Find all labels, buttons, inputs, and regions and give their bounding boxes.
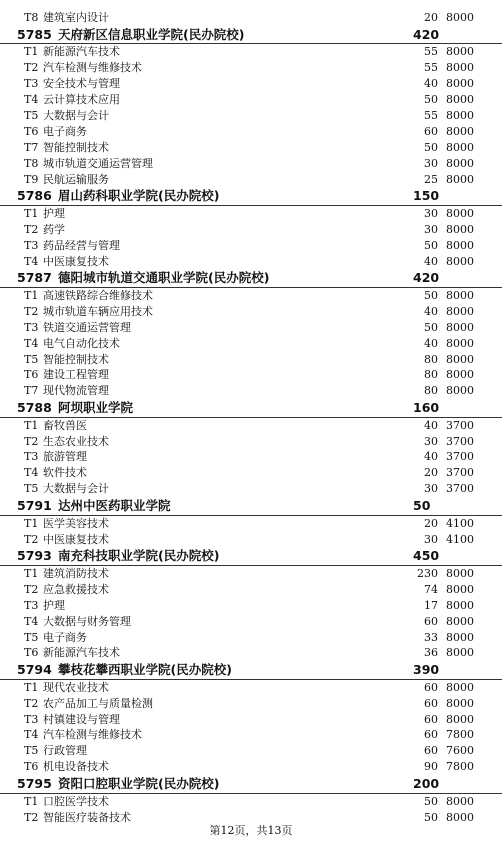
major-name: 新能源汽车技术 <box>43 646 120 660</box>
major-name: 铁道交通运营管理 <box>43 320 131 334</box>
school-header <box>0 187 502 206</box>
major-code: T4 <box>24 614 39 628</box>
major-code: T1 <box>24 206 39 220</box>
major-row <box>0 352 502 368</box>
major-name: 大数据与财务管理 <box>43 614 131 628</box>
major-name: 汽车检测与维修技术 <box>43 728 142 742</box>
school-code: 5785 <box>17 26 52 42</box>
major-row <box>0 367 502 383</box>
major-name: 畜牧兽医 <box>43 418 87 432</box>
major-quota: 30 <box>424 156 438 170</box>
major-row <box>0 76 502 92</box>
major-code: T9 <box>24 172 39 186</box>
major-quota: 55 <box>424 61 438 75</box>
major-row <box>0 566 502 582</box>
major-code: T2 <box>24 810 39 824</box>
major-quota: 40 <box>424 336 438 350</box>
major-row <box>0 222 502 238</box>
major-fee: 8000 <box>446 254 474 268</box>
major-code: T1 <box>24 680 39 694</box>
major-name: 医学美容技术 <box>43 516 109 530</box>
major-fee: 8000 <box>446 368 474 382</box>
major-row <box>0 465 502 481</box>
major-row <box>0 320 502 336</box>
major-name: 智能控制技术 <box>43 352 109 366</box>
major-fee: 7800 <box>446 728 474 742</box>
major-quota: 30 <box>424 434 438 448</box>
major-row <box>0 92 502 108</box>
major-code: T6 <box>24 368 39 382</box>
major-fee: 8000 <box>446 45 474 59</box>
major-name: 建筑室内设计 <box>43 11 109 24</box>
major-quota: 20 <box>424 11 438 24</box>
major-code: T4 <box>24 93 39 107</box>
school-name: 眉山药科职业学院(民办院校) <box>58 188 220 204</box>
school-name: 攀枝花攀西职业学院(民办院校) <box>58 662 232 678</box>
major-code: T3 <box>24 77 39 91</box>
major-quota: 20 <box>424 466 438 480</box>
major-fee: 8000 <box>446 222 474 236</box>
major-fee: 8000 <box>446 696 474 710</box>
school-code: 5791 <box>17 498 52 514</box>
major-code: T1 <box>24 794 39 808</box>
major-code: T4 <box>24 254 39 268</box>
major-fee: 8000 <box>446 124 474 138</box>
school-code: 5786 <box>17 188 52 204</box>
major-fee: 8000 <box>446 206 474 220</box>
major-row <box>0 124 502 140</box>
major-quota: 60 <box>424 680 438 694</box>
major-fee: 8000 <box>446 288 474 302</box>
school-code: 5788 <box>17 400 52 416</box>
major-name: 中医康复技术 <box>43 532 109 546</box>
major-name: 中医康复技术 <box>43 254 109 268</box>
major-quota: 25 <box>424 172 438 186</box>
major-name: 旅游管理 <box>43 450 87 464</box>
major-name: 现代物流管理 <box>43 384 109 398</box>
major-code: T1 <box>24 45 39 59</box>
major-quota: 60 <box>424 744 438 758</box>
major-row <box>0 434 502 450</box>
major-row <box>0 516 502 532</box>
major-row <box>0 759 502 775</box>
major-name: 智能医疗装备技术 <box>43 810 131 824</box>
school-total: 50 <box>413 498 431 514</box>
major-name: 现代农业技术 <box>43 680 109 694</box>
major-name: 护理 <box>43 598 65 612</box>
major-quota: 50 <box>424 810 438 824</box>
major-name: 机电设备技术 <box>43 760 109 774</box>
major-quota: 30 <box>424 206 438 220</box>
major-code: T8 <box>24 11 39 24</box>
school-total: 200 <box>413 776 440 792</box>
major-quota: 40 <box>424 254 438 268</box>
major-quota: 230 <box>417 566 438 580</box>
school-header <box>0 547 502 566</box>
school-code: 5793 <box>17 548 52 564</box>
major-quota: 55 <box>424 45 438 59</box>
major-row <box>0 238 502 254</box>
major-quota: 80 <box>424 384 438 398</box>
major-row <box>0 449 502 465</box>
school-code: 5794 <box>17 662 52 678</box>
major-quota: 30 <box>424 222 438 236</box>
major-row <box>0 336 502 352</box>
major-code: T4 <box>24 466 39 480</box>
major-quota: 90 <box>424 760 438 774</box>
major-fee: 8000 <box>446 108 474 122</box>
school-header <box>0 399 502 418</box>
major-code: T4 <box>24 728 39 742</box>
page-footer: 第12页，共13页 <box>209 824 293 837</box>
admission-table <box>0 10 502 825</box>
major-code: T5 <box>24 630 39 644</box>
major-fee: 8000 <box>446 352 474 366</box>
school-name: 资阳口腔职业学院(民办院校) <box>58 776 220 792</box>
major-name: 护理 <box>43 206 65 220</box>
major-code: T1 <box>24 566 39 580</box>
major-row <box>0 630 502 646</box>
major-row <box>0 44 502 60</box>
major-code: T2 <box>24 532 39 546</box>
major-quota: 60 <box>424 124 438 138</box>
major-fee: 8000 <box>446 582 474 596</box>
major-name: 电子商务 <box>43 124 87 138</box>
major-fee: 8000 <box>446 77 474 91</box>
school-name: 南充科技职业学院(民办院校) <box>58 548 220 564</box>
major-quota: 50 <box>424 320 438 334</box>
major-row <box>0 60 502 76</box>
major-fee: 8000 <box>446 320 474 334</box>
major-name: 新能源汽车技术 <box>43 45 120 59</box>
major-fee: 8000 <box>446 598 474 612</box>
major-name: 农产品加工与质量检测 <box>43 696 153 710</box>
major-quota: 17 <box>424 598 438 612</box>
major-row <box>0 206 502 222</box>
major-code: T3 <box>24 598 39 612</box>
major-fee: 8000 <box>446 712 474 726</box>
school-code: 5787 <box>17 270 52 286</box>
major-fee: 7600 <box>446 744 474 758</box>
school-header <box>0 775 502 794</box>
major-row <box>0 794 502 810</box>
major-row <box>0 696 502 712</box>
major-name: 城市轨道交通运营管理 <box>43 156 153 170</box>
school-header <box>0 497 502 516</box>
major-quota: 33 <box>424 630 438 644</box>
school-name: 达州中医药职业学院 <box>58 498 171 514</box>
major-row <box>0 743 502 759</box>
school-header <box>0 26 502 45</box>
major-row <box>0 582 502 598</box>
major-row <box>0 598 502 614</box>
major-code: T5 <box>24 482 39 496</box>
major-quota: 30 <box>424 532 438 546</box>
major-fee: 8000 <box>446 384 474 398</box>
major-code: T5 <box>24 352 39 366</box>
school-total: 420 <box>413 26 440 42</box>
school-header <box>0 661 502 680</box>
major-fee: 8000 <box>446 61 474 75</box>
major-name: 药学 <box>43 222 65 236</box>
major-name: 电气自动化技术 <box>43 336 120 350</box>
major-name: 村镇建设与管理 <box>43 712 120 726</box>
school-name: 阿坝职业学院 <box>58 400 134 416</box>
major-name: 智能控制技术 <box>43 140 109 154</box>
major-fee: 8000 <box>446 238 474 252</box>
major-row <box>0 304 502 320</box>
major-code: T3 <box>24 450 39 464</box>
major-code: T2 <box>24 434 39 448</box>
major-code: T3 <box>24 238 39 252</box>
major-quota: 50 <box>424 288 438 302</box>
major-fee: 3700 <box>446 450 474 464</box>
major-fee: 8000 <box>446 794 474 808</box>
major-fee: 8000 <box>446 156 474 170</box>
school-total: 150 <box>413 188 440 204</box>
major-code: T8 <box>24 156 39 170</box>
major-code: T1 <box>24 516 39 530</box>
major-row <box>0 532 502 548</box>
major-name: 汽车检测与维修技术 <box>43 61 142 75</box>
major-name: 行政管理 <box>43 744 87 758</box>
major-row <box>0 156 502 172</box>
major-code: T7 <box>24 384 39 398</box>
major-fee: 3700 <box>446 482 474 496</box>
major-fee: 8000 <box>446 336 474 350</box>
major-fee: 8000 <box>446 646 474 660</box>
major-fee: 8000 <box>446 810 474 824</box>
major-name: 安全技术与管理 <box>43 77 120 91</box>
major-fee: 3700 <box>446 434 474 448</box>
school-total: 390 <box>413 662 440 678</box>
major-code: T2 <box>24 222 39 236</box>
major-name: 民航运输服务 <box>43 172 109 186</box>
major-fee: 7800 <box>446 760 474 774</box>
major-quota: 60 <box>424 696 438 710</box>
major-row <box>0 140 502 156</box>
major-fee: 8000 <box>446 172 474 186</box>
major-code: T7 <box>24 140 39 154</box>
major-code: T1 <box>24 418 39 432</box>
major-code: T2 <box>24 304 39 318</box>
major-code: T6 <box>24 646 39 660</box>
major-row <box>0 680 502 696</box>
major-code: T6 <box>24 760 39 774</box>
major-quota: 40 <box>424 450 438 464</box>
school-name: 天府新区信息职业学院(民办院校) <box>58 26 245 42</box>
major-code: T2 <box>24 61 39 75</box>
school-total: 160 <box>413 400 440 416</box>
major-name: 建设工程管理 <box>43 368 109 382</box>
major-fee: 8000 <box>446 680 474 694</box>
major-row <box>0 172 502 188</box>
major-name: 云计算技术应用 <box>43 93 120 107</box>
major-name: 软件技术 <box>43 466 87 480</box>
major-fee: 3700 <box>446 418 474 432</box>
major-name: 生态农业技术 <box>43 434 109 448</box>
major-fee: 8000 <box>446 304 474 318</box>
major-quota: 40 <box>424 418 438 432</box>
major-quota: 20 <box>424 516 438 530</box>
major-code: T2 <box>24 696 39 710</box>
major-code: T3 <box>24 712 39 726</box>
major-quota: 30 <box>424 482 438 496</box>
major-quota: 50 <box>424 238 438 252</box>
major-quota: 50 <box>424 794 438 808</box>
major-row <box>0 254 502 270</box>
major-quota: 36 <box>424 646 438 660</box>
major-row <box>0 383 502 399</box>
major-fee: 8000 <box>446 566 474 580</box>
major-code: T1 <box>24 288 39 302</box>
major-quota: 55 <box>424 108 438 122</box>
major-quota: 60 <box>424 614 438 628</box>
major-fee: 8000 <box>446 11 474 24</box>
major-fee: 8000 <box>446 93 474 107</box>
major-name: 大数据与会计 <box>43 108 109 122</box>
major-code: T6 <box>24 124 39 138</box>
major-quota: 80 <box>424 368 438 382</box>
major-quota: 60 <box>424 712 438 726</box>
major-fee: 8000 <box>446 140 474 154</box>
major-row <box>0 712 502 728</box>
major-name: 电子商务 <box>43 630 87 644</box>
major-fee: 8000 <box>446 630 474 644</box>
major-quota: 40 <box>424 77 438 91</box>
major-row <box>0 645 502 661</box>
school-code: 5795 <box>17 776 52 792</box>
major-code: T3 <box>24 320 39 334</box>
major-code: T4 <box>24 336 39 350</box>
major-name: 药品经营与管理 <box>43 238 120 252</box>
major-fee: 3700 <box>446 466 474 480</box>
major-row <box>0 108 502 124</box>
major-quota: 74 <box>424 582 438 596</box>
major-code: T5 <box>24 744 39 758</box>
major-code: T2 <box>24 582 39 596</box>
major-name: 城市轨道车辆应用技术 <box>43 304 153 318</box>
major-name: 高速铁路综合维修技术 <box>43 288 153 302</box>
school-header <box>0 269 502 288</box>
school-name: 德阳城市轨道交通职业学院(民办院校) <box>58 270 270 286</box>
major-quota: 80 <box>424 352 438 366</box>
major-row <box>0 10 502 26</box>
major-row <box>0 481 502 497</box>
school-total: 450 <box>413 548 440 564</box>
major-row <box>0 288 502 304</box>
major-fee: 4100 <box>446 532 474 546</box>
major-quota: 50 <box>424 93 438 107</box>
school-total: 420 <box>413 270 440 286</box>
major-row <box>0 614 502 630</box>
major-name: 应急救援技术 <box>43 582 109 596</box>
major-row <box>0 418 502 434</box>
major-name: 建筑消防技术 <box>43 566 109 580</box>
major-name: 大数据与会计 <box>43 482 109 496</box>
major-row <box>0 727 502 743</box>
major-fee: 8000 <box>446 614 474 628</box>
major-fee: 4100 <box>446 516 474 530</box>
major-quota: 40 <box>424 304 438 318</box>
major-name: 口腔医学技术 <box>43 794 109 808</box>
major-code: T5 <box>24 108 39 122</box>
major-quota: 50 <box>424 140 438 154</box>
major-quota: 60 <box>424 728 438 742</box>
